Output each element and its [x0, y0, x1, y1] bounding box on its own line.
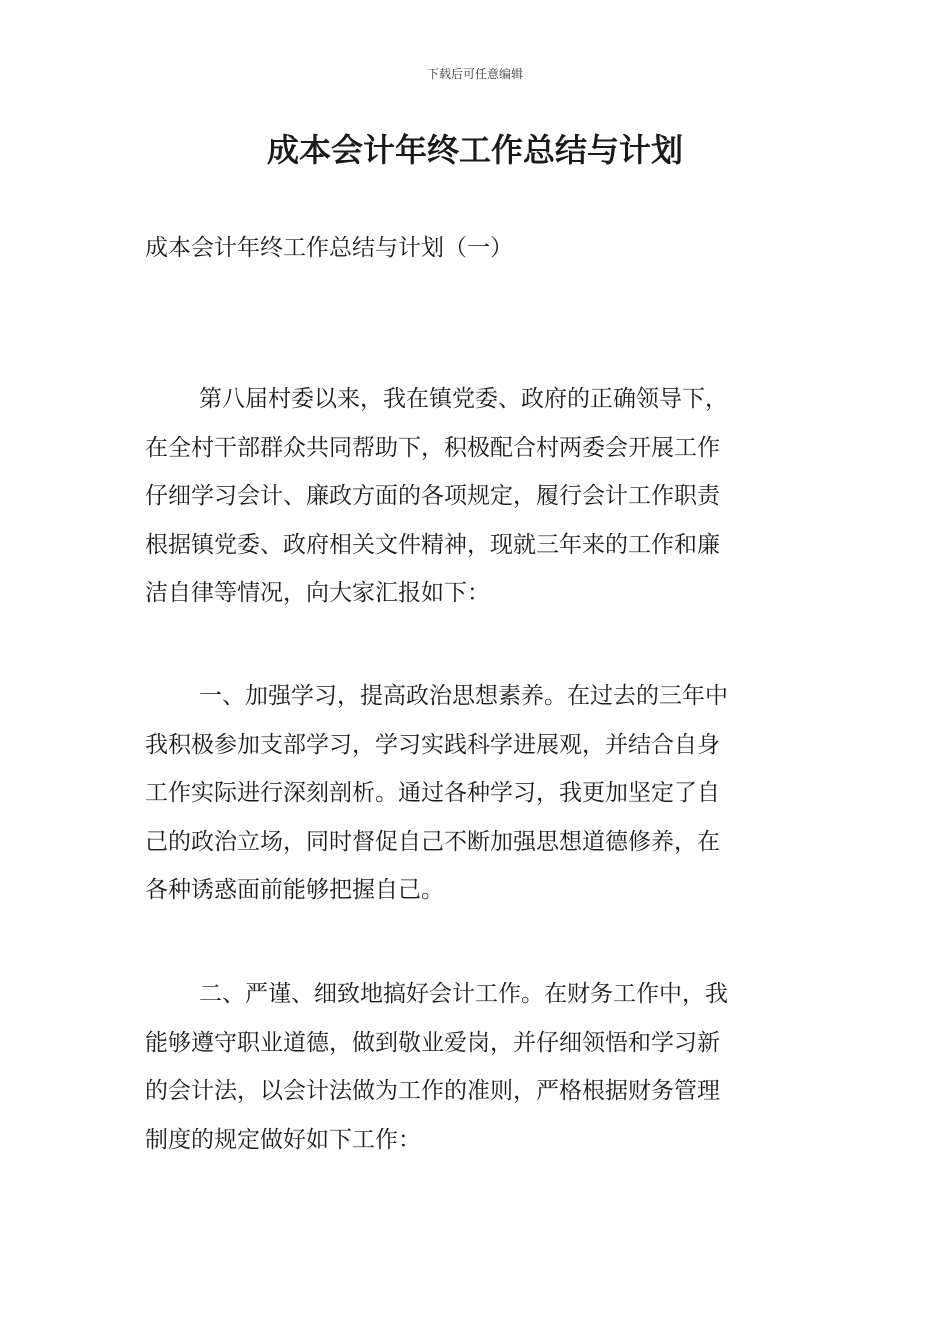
- header-note: 下载后可任意编辑: [426, 67, 523, 81]
- paragraph-line: 第八届村委以来，我在镇党委、政府的正确领导下，: [199, 386, 728, 412]
- paragraph-study: [145, 672, 807, 915]
- paragraph-line: 根据镇党委、政府相关文件精神，现就三年来的工作和廉: [145, 531, 720, 558]
- paragraph-line: 我积极参加支部学习，学习实践科学进展观，并结合自身: [145, 731, 720, 758]
- paragraph-intro: [145, 375, 807, 618]
- paragraph-line: 工作实际进行深刻剖析。通过各种学习，我更加坚定了自: [145, 780, 720, 806]
- paragraph-line: 能够遵守职业道德，做到敬业爱岗，并仔细领悟和学习新: [145, 1029, 720, 1056]
- paragraph-accounting: [145, 970, 807, 1164]
- paragraph-line: 己的政治立场，同时督促自己不断加强思想道德修养，在: [145, 828, 720, 855]
- paragraph-line: 二、严谨、细致地搞好会计工作。在财务工作中，我: [199, 981, 728, 1007]
- paragraph-line: 的会计法，以会计法做为工作的准则，严格根据财务管理: [145, 1078, 720, 1104]
- paragraph-line: 各种诱惑面前能够把握自己。: [145, 877, 444, 903]
- paragraph-line: 洁自律等情况，向大家汇报如下：: [145, 580, 490, 606]
- paragraph-line: 制度的规定做好如下工作：: [145, 1126, 421, 1153]
- paragraph-line: 仔细学习会计、廉政方面的各项规定，履行会计工作职责: [145, 483, 720, 509]
- paragraph-line: 一、加强学习，提高政治思想素养。在过去的三年中: [199, 683, 728, 709]
- section-subtitle: 成本会计年终工作总结与计划（一）: [145, 235, 513, 261]
- paragraph-line: 在全村干部群众共同帮助下，积极配合村两委会开展工作: [145, 434, 720, 461]
- document-title: 成本会计年终工作总结与计划: [266, 131, 683, 169]
